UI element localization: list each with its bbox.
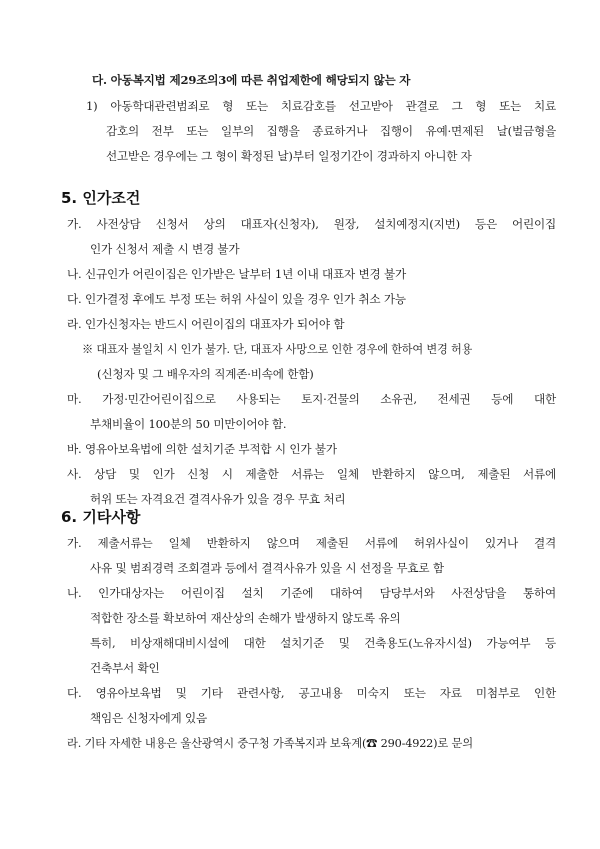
section-d-item1-line3: 선고받은 경우에는 그 형이 확정된 날)부터 일정기간이 경과하지 아니한 자 [106,149,472,163]
section-6-ga-line2: 사유 및 범죄경력 조회결과 등에서 결격사유가 있을 시 선정을 무효로 함 [90,561,444,575]
section-5-ga-line2: 인가 신청서 제출 시 변경 불가 [90,242,240,256]
section-5-heading: 5. 인가조건 [61,189,141,207]
section-5-ba: 바. 영유아보육법에 의한 설치기준 부적합 시 인가 불가 [67,442,337,456]
section-5-ma-line2: 부채비율이 100분의 50 미만이어야 함. [90,417,287,431]
section-6-heading: 6. 기타사항 [61,508,141,526]
section-5-sa-line2: 허위 또는 자격요건 결격사유가 있을 경우 무효 처리 [90,492,346,506]
section-6-na-line3: 특히, 비상재해대비시설에 대한 설치기준 및 건축용도(노유자시설) 가능여부 등 [90,636,556,650]
section-5-note-line1: ※ 대표자 불일치 시 인가 불가. 단, 대표자 사망으로 인한 경우에 한하여 변경 허용 [82,343,473,356]
section-6-na-line4: 건축부서 확인 [90,661,160,675]
section-5-da: 다. 인가결정 후에도 부정 또는 허위 사실이 있을 경우 인가 취소 가능 [67,292,406,306]
section-5-ra: 라. 인가신청자는 반드시 어린이집의 대표자가 되어야 함 [67,317,345,331]
section-5-ga-line1: 가. 사전상담 신청서 상의 대표자(신청자), 원장, 설치예정지(지번) 등은 어린이집 [67,217,556,231]
section-5-ma-line1: 마. 가정·민간어린이집으로 사용되는 토지·건물의 소유권, 전세권 등에 대한 [67,392,556,406]
section-6-da-line1: 다. 영유아보육법 및 기타 관련사항, 공고내용 미숙지 또는 자료 미첨부로 인한 [67,686,556,700]
section-6-da-line2: 책임은 신청자에게 있음 [90,711,207,725]
section-6-ra: 라. 기타 자세한 내용은 울산광역시 중구청 가족복지과 보육계(☎ 290-4922)로 문의 [67,737,473,750]
section-5-na: 나. 신규인가 어린이집은 인가받은 날부터 1년 이내 대표자 변경 불가 [67,267,407,281]
section-d-item1-line2: 감호의 전부 또는 일부의 집행을 종료하거나 집행이 유예·면제된 날(벌금형을 [106,124,556,138]
section-6-na-line2: 적합한 장소를 확보하여 재산상의 손해가 발생하지 않도록 유의 [90,611,401,625]
section-d-item1-line1: 1) 아동학대관련범죄로 형 또는 치료감호를 선고받아 관결로 그 형 또는 치료 [86,99,556,113]
section-5-note-line2: (신청자 및 그 배우자의 직계존·비속에 한함) [97,367,314,381]
section-d-title: 다. 아동복지법 제29조의3에 따른 취업제한에 해당되지 않는 자 [92,73,411,87]
section-6-na-line1: 나. 인가대상자는 어린이집 설치 기준에 대하여 담당부서와 사전상담을 통하여 [67,586,556,600]
section-6-ga-line1: 가. 제출서류는 일체 반환하지 않으며 제출된 서류에 허위사실이 있거나 결격 [67,536,556,550]
section-5-sa-line1: 사. 상담 및 인가 신청 시 제출한 서류는 일체 반환하지 않으며, 제출된 서류에 [67,467,556,481]
